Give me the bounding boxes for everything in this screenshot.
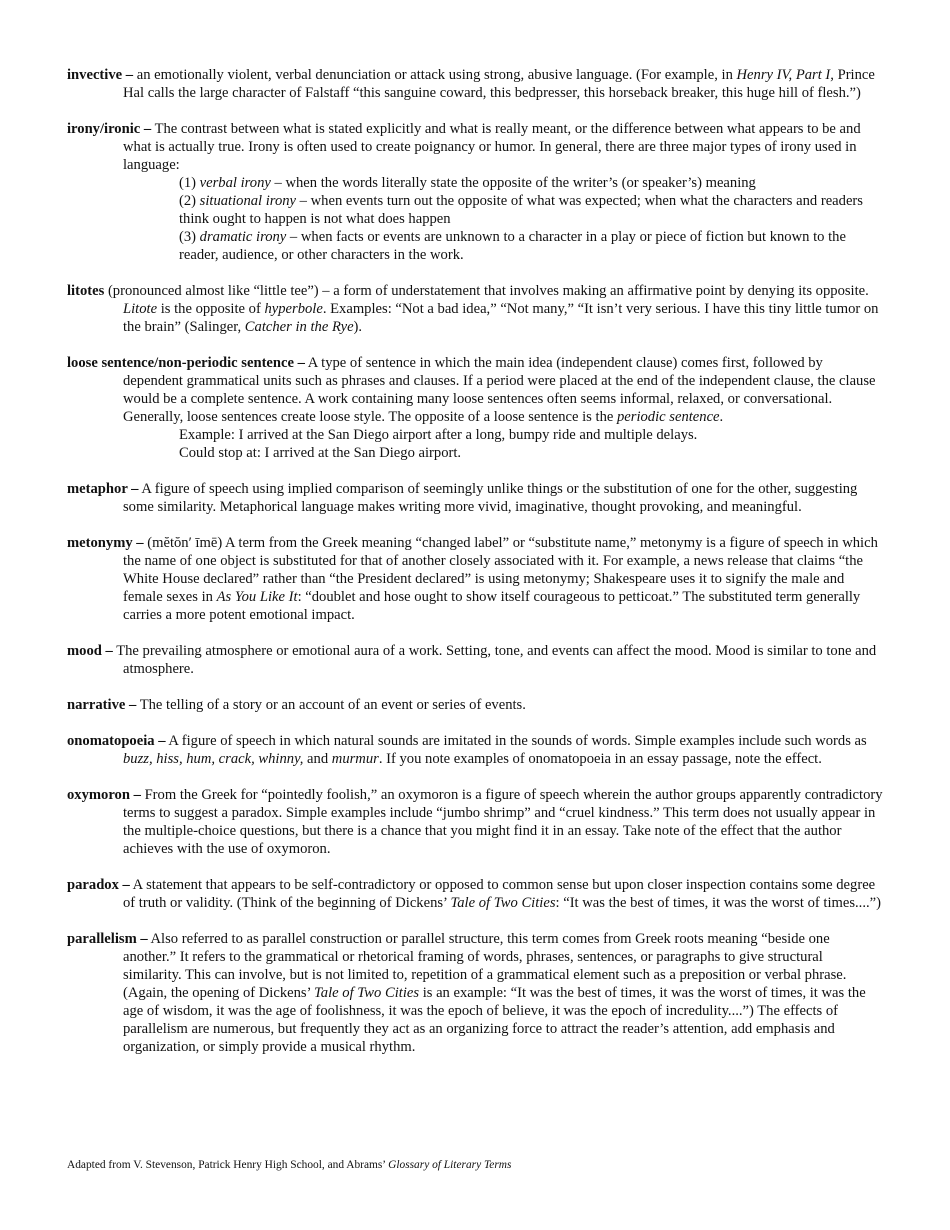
definition-text: . bbox=[719, 409, 724, 425]
term-heading: metonymy – bbox=[67, 535, 144, 551]
sub-item bbox=[179, 174, 885, 192]
italic-text: Litote bbox=[123, 301, 158, 317]
definition-text: A statement that appears to be self-contradictory or opposed to common sense but upon closer inspection contains some degree of truth or validity. (Think of the beginning of Dickens’ bbox=[123, 877, 876, 911]
definition-text: . If you note examples of onomatopoeia in an essay passage, note the effect. bbox=[378, 751, 822, 767]
sub-item-text: (3) bbox=[179, 229, 200, 245]
glossary-entry-oxymoron bbox=[67, 786, 885, 858]
definition-text: (pronounced almost like “little tee”) – a form of understatement that involves making an affirmative point by denying its opposite. bbox=[104, 283, 869, 299]
definition-text: . Examples: “Not a bad idea,” “Not many,” “It isn’t very serious. I have this tiny little tumor on the brain” (Salinger, bbox=[123, 301, 879, 335]
definition-text: The prevailing atmosphere or emotional aura of a work. Setting, tone, and events can affect the mood. Mood is similar to tone and atmosphere. bbox=[112, 643, 877, 677]
sub-item-text: Example: I arrived at the San Diego airport after a long, bumpy ride and multiple delays. bbox=[179, 427, 698, 443]
definition-text: (mĕtŏn′ īmē) A term from the Greek meaning “changed label” or “substitute name,” metonymy is a figure of speech in which the name of one object is substituted for that of another closely associated with it. For example, a news release that claims “the White House declared” rather than “the President declared” is using metonymy; Shakespeare uses it to signify the male and female sexes in bbox=[123, 535, 878, 605]
glossary-entry-parallelism bbox=[67, 930, 885, 1056]
italic-text: Tale of Two Cities bbox=[314, 985, 420, 1001]
glossary-entry-loose-sentence-non-periodic-sentence bbox=[67, 354, 885, 462]
definition-text: From the Greek for “pointedly foolish,” an oxymoron is a figure of speech wherein the author groups apparently contradictory terms to suggest a paradox. Simple examples include “jumbo shrimp” and “cruel kindness.” This term does not usually appear in the multiple-choice questions, but there is a chance that you might find it in an essay. Take note of the effect that the author achieves with the use of oxymoron. bbox=[123, 787, 883, 857]
glossary-entry-narrative bbox=[67, 696, 885, 714]
definition-text: : “It was the best of times, it was the worst of times....”) bbox=[555, 895, 881, 911]
sub-item-text: – when the words literally state the opposite of the writer’s (or speaker’s) meaning bbox=[270, 175, 756, 191]
definition-text: A figure of speech in which natural sounds are imitated in the sounds of words. Simple examples include such words as bbox=[165, 733, 867, 749]
definition-text: A type of sentence in which the main idea (independent clause) comes first, followed by dependent grammatical units such as phrases and clauses. If a period were placed at the end of the independent clause, the clause would be a complete sentence. A work containing many loose sentences often seems informal, relaxed, or conversational. Generally, loose sentences create loose style. The opposite of a loose sentence is the bbox=[123, 355, 876, 425]
sub-item-text: – when facts or events are unknown to a character in a play or piece of fiction but known to the reader, audience, or other characters in the work. bbox=[179, 229, 846, 263]
italic-text: buzz, hiss, hum, crack, whinny, bbox=[123, 751, 304, 767]
glossary-entry-mood bbox=[67, 642, 885, 678]
term-heading: narrative – bbox=[67, 697, 137, 713]
italic-text: Tale of Two Cities bbox=[450, 895, 556, 911]
footer-book-title: Glossary of Literary Terms bbox=[388, 1159, 512, 1171]
italic-text: hyperbole bbox=[264, 301, 323, 317]
sub-item bbox=[179, 426, 885, 444]
footer-text: Adapted from V. Stevenson, Patrick Henry High School, and Abrams’ bbox=[67, 1159, 389, 1171]
definition-text: Prince Hal calls the large character of Falstaff “this sanguine coward, this bedpresser, this horseback breaker, this huge hill of flesh.”) bbox=[123, 67, 875, 101]
glossary-entry-litotes bbox=[67, 282, 885, 336]
term-heading: onomatopoeia – bbox=[67, 733, 166, 749]
term-heading: metaphor – bbox=[67, 481, 139, 497]
definition-text: The contrast between what is stated explicitly and what is really meant, or the difference between what appears to be and what is actually true. Irony is often used to create poignancy or humor. In general, there are three major types of irony used in language: bbox=[123, 121, 861, 173]
definition-text: ). bbox=[353, 319, 363, 335]
definition-text: and bbox=[303, 751, 332, 767]
italic-text: periodic sentence bbox=[617, 409, 720, 425]
term-heading: parallelism – bbox=[67, 931, 148, 947]
definition-text: The telling of a story or an account of an event or series of events. bbox=[136, 697, 526, 713]
term-heading: paradox – bbox=[67, 877, 130, 893]
sub-item bbox=[179, 192, 885, 228]
term-heading: irony/ironic – bbox=[67, 121, 152, 137]
term-heading: mood – bbox=[67, 643, 113, 659]
term-heading: loose sentence/non-periodic sentence – bbox=[67, 355, 305, 371]
glossary-entry-metaphor bbox=[67, 480, 885, 516]
italic-text: situational irony bbox=[199, 193, 297, 209]
definition-text: is the opposite of bbox=[157, 301, 265, 317]
definition-text: : “doublet and hose ought to show itself courageous to petticoat.” The substituted term generally carries a more potent emotional impact. bbox=[123, 589, 861, 623]
term-heading: litotes bbox=[67, 283, 105, 299]
sub-item-text: (1) bbox=[179, 175, 200, 191]
definition-text: A figure of speech using implied comparison of seemingly unlike things or the substitution of one for the other, suggesting some similarity. Metaphorical language makes writing more vivid, imaginative, thought provoking, and meaningful. bbox=[123, 481, 858, 515]
italic-text: murmur bbox=[331, 751, 379, 767]
italic-text: Catcher in the Rye bbox=[244, 319, 354, 335]
definition-text: is an example: “It was the best of times, it was the worst of times, it was the age of wisdom, it was the age of foolishness, it was the epoch of believe, it was the epoch of incredulity....”) The effects of parallelism are numerous, but frequently they act as an organizing force to attract the reader’s attention, add emphasis and organization, or simply provide a musical rhythm. bbox=[123, 985, 866, 1055]
italic-text: Henry IV, Part I, bbox=[736, 67, 834, 83]
sub-item bbox=[179, 228, 885, 264]
sub-item-text: – when events turn out the opposite of what was expected; when what the characters and readers think ought to happen is not what does happen bbox=[179, 193, 863, 227]
footer-credit bbox=[67, 1158, 511, 1172]
glossary-entry-onomatopoeia bbox=[67, 732, 885, 768]
definition-text: an emotionally violent, verbal denunciation or attack using strong, abusive language. (For example, in bbox=[133, 67, 737, 83]
sub-item bbox=[179, 444, 885, 462]
glossary-entry-paradox bbox=[67, 876, 885, 912]
term-heading: invective – bbox=[67, 67, 134, 83]
italic-text: verbal irony bbox=[199, 175, 271, 191]
italic-text: As You Like It bbox=[216, 589, 298, 605]
glossary-entry-invective bbox=[67, 66, 885, 102]
glossary-entry-irony-ironic bbox=[67, 120, 885, 264]
glossary-entry-metonymy bbox=[67, 534, 885, 624]
italic-text: dramatic irony bbox=[199, 229, 287, 245]
definition-text: Also referred to as parallel construction or parallel structure, this term comes from Greek roots meaning “beside one another.” It refers to the grammatical or rhetorical framing of words, phrases, sentences, or paragraphs to give structural similarity. This can involve, but is not limited to, repetition of a grammatical element such as a preposition or verbal phrase. (Again, the opening of Dickens’ bbox=[123, 931, 847, 1001]
glossary-page bbox=[67, 66, 885, 1074]
sub-item-text: (2) bbox=[179, 193, 200, 209]
sub-item-text: Could stop at: I arrived at the San Diego airport. bbox=[179, 445, 462, 461]
term-heading: oxymoron – bbox=[67, 787, 141, 803]
